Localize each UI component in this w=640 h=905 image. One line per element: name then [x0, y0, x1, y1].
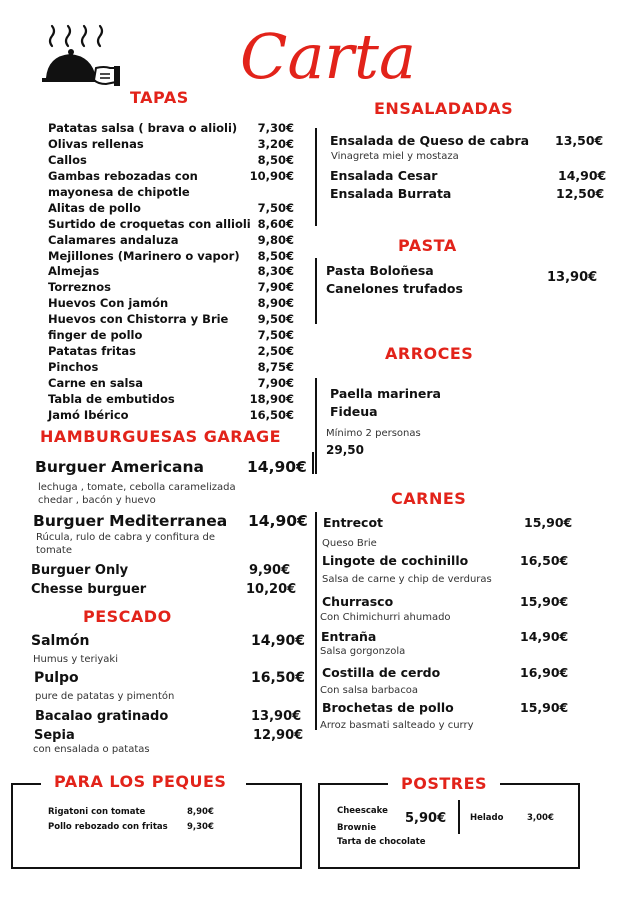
pulpo-desc: pure de patatas y pimentón — [35, 691, 175, 702]
burger-mediterranea-price: 14,90€ — [248, 512, 308, 530]
entrana-price: 14,90€ — [520, 629, 569, 644]
costilla-price: 16,90€ — [520, 665, 569, 680]
tapas-row — [48, 344, 296, 360]
tapas-item-price: 9,80€ — [257, 232, 294, 247]
tapas-row — [48, 376, 296, 392]
bacalao-price: 13,90€ — [251, 709, 302, 724]
ensalada-burrata-name: Ensalada Burrata — [330, 186, 452, 201]
tapas-row — [48, 280, 296, 296]
tapas-item-price: 8,50€ — [257, 248, 294, 263]
postre-brownie: Brownie — [337, 823, 377, 833]
tapas-list — [48, 121, 296, 424]
canelones-trufados: Canelones trufados — [326, 281, 463, 296]
burger-americana-desc: lechuga , tomate, cebolla caramelizada chedar , bacón y huevo — [38, 482, 236, 506]
sepia-name: Sepia — [34, 728, 75, 743]
divider-postres — [458, 800, 460, 834]
ensaladas-heading: ENSALADADAS — [374, 99, 514, 118]
burger-americana-name: Burguer Americana — [35, 458, 204, 476]
lingote-desc: Salsa de carne y chip de verduras — [322, 574, 492, 585]
ensalada-queso-name: Ensalada de Queso de cabra — [330, 133, 530, 148]
lingote-name: Lingote de cochinillo — [322, 553, 469, 568]
peques-item-1-name: Pollo rebozado con fritas — [48, 822, 168, 832]
chesse-burger-name: Chesse burguer — [31, 582, 147, 597]
peques-box-top-right — [246, 783, 300, 785]
burger-mediterranea-name: Burguer Mediterranea — [33, 512, 228, 530]
brochetas-price: 15,90€ — [520, 700, 569, 715]
costilla-desc: Con salsa barbacoa — [320, 685, 419, 696]
tapas-item-price: 7,50€ — [257, 328, 294, 343]
tapas-item-price: 8,60€ — [257, 216, 294, 231]
tapas-item-price: 8,50€ — [257, 152, 294, 167]
burger-mediterranea-desc: Rúcula, rulo de cabra y confitura de tomate — [36, 532, 216, 556]
tapas-row — [48, 217, 296, 233]
chesse-burger-price: 10,20€ — [246, 582, 297, 597]
pulpo-price: 16,50€ — [251, 670, 306, 686]
tapas-item-price: 7,90€ — [257, 280, 294, 295]
tapas-item-price: 7,30€ — [257, 121, 294, 135]
postres-heading: POSTRES — [401, 774, 488, 793]
tapas-row — [48, 264, 296, 280]
tapas-row — [48, 328, 296, 344]
tapas-row — [48, 296, 296, 312]
tapas-item-name: Gambas rebozadas con — [48, 168, 198, 183]
tapas-item-name: Patatas fritas — [48, 344, 136, 359]
tapas-row — [48, 121, 296, 137]
tapas-row — [48, 233, 296, 249]
postre-tarta: Tarta de chocolate — [337, 837, 426, 847]
divider-carnes — [315, 512, 317, 730]
fideua: Fideua — [330, 404, 378, 419]
tapas-row — [48, 153, 296, 169]
tapas-row — [48, 169, 296, 185]
tapas-item-name: Alitas de pollo — [48, 200, 141, 215]
postres-box-top-left — [318, 783, 388, 785]
salmon-name: Salmón — [31, 633, 90, 649]
arroces-note: Mínimo 2 personas — [326, 428, 421, 439]
ensalada-queso-price: 13,50€ — [555, 133, 604, 148]
postres-box-top-right — [500, 783, 578, 785]
svg-text:Carta: Carta — [240, 20, 416, 93]
entrana-name: Entraña — [321, 629, 377, 644]
tapas-item-name: Calamares andaluza — [48, 232, 179, 247]
tapas-row — [48, 360, 296, 376]
tapas-item-name: Pinchos — [48, 360, 99, 375]
tapas-item-price: 18,90€ — [249, 391, 294, 406]
tapas-item-price: 9,50€ — [257, 312, 294, 327]
tapas-item-price: 8,90€ — [257, 296, 294, 311]
peques-item-0-name: Rigatoni con tomate — [48, 807, 146, 817]
arroces-heading: ARROCES — [385, 344, 474, 363]
peques-box-top-left — [11, 783, 41, 785]
salmon-desc: Humus y teriyaki — [33, 654, 118, 665]
tapas-item-name: Mejillones (Marinero o vapor) — [48, 248, 240, 263]
paella-marinera: Paella marinera — [330, 386, 441, 401]
tapas-item-price: 10,90€ — [249, 168, 294, 183]
entrecot-price: 15,90€ — [524, 515, 573, 530]
tapas-item-name: mayonesa de chipotle — [48, 184, 190, 199]
peques-item-0-price: 8,90€ — [187, 807, 214, 817]
brochetas-name: Brochetas de pollo — [322, 700, 454, 715]
postre-cheescake: Cheescake — [337, 806, 388, 816]
tapas-item-price: 2,50€ — [257, 344, 294, 359]
ensalada-burrata-price: 12,50€ — [556, 186, 605, 201]
salmon-price: 14,90€ — [251, 633, 306, 649]
tapas-item-name: Carne en salsa — [48, 376, 144, 390]
carnes-heading: CARNES — [391, 489, 467, 508]
tapas-row — [48, 249, 296, 265]
tapas-heading: TAPAS — [130, 88, 189, 107]
churrasco-price: 15,90€ — [520, 594, 569, 609]
burger-americana-price: 14,90€ — [247, 458, 307, 476]
tapas-item-name: Olivas rellenas — [48, 136, 144, 151]
pasta-heading: PASTA — [398, 236, 457, 255]
churrasco-name: Churrasco — [322, 594, 394, 609]
title-carta — [240, 0, 416, 100]
tapas-item-name: Callos — [48, 152, 87, 167]
tapas-row — [48, 392, 296, 408]
helado-price: 3,00€ — [527, 813, 554, 823]
tapas-item-price: 7,50€ — [257, 200, 294, 215]
postres-price: 5,90€ — [405, 811, 447, 826]
burger-only-name: Burguer Only — [31, 563, 129, 578]
tapas-item-price: 16,50€ — [249, 407, 294, 422]
divider-pasta — [315, 258, 317, 324]
divider-americana — [312, 452, 314, 474]
churrasco-desc: Con Chimichurri ahumado — [320, 612, 451, 623]
costilla-name: Costilla de cerdo — [322, 665, 441, 680]
pasta-bolonesa: Pasta Boloñesa — [326, 263, 434, 278]
entrana-desc: Salsa gorgonzola — [320, 646, 406, 657]
tapas-item-name: Huevos Con jamón — [48, 296, 169, 311]
tapas-row — [48, 137, 296, 153]
entrecot-name: Entrecot — [323, 515, 384, 530]
tapas-row — [48, 185, 296, 201]
sepia-price: 12,90€ — [253, 728, 304, 743]
tapas-item-name: Jamó Ibérico — [48, 407, 129, 422]
tapas-item-name: Tabla de embutidos — [48, 391, 175, 406]
brochetas-desc: Arroz basmati salteado y curry — [320, 720, 474, 731]
divider-arroces — [315, 378, 317, 474]
tapas-item-name: finger de pollo — [48, 328, 143, 343]
tapas-row — [48, 201, 296, 217]
tapas-row — [48, 312, 296, 328]
tapas-row — [48, 408, 296, 424]
pasta-price: 13,90€ — [547, 270, 598, 285]
sepia-desc: con ensalada o patatas — [33, 744, 150, 755]
pescado-heading: PESCADO — [83, 607, 172, 626]
tapas-item-name: Torreznos — [48, 280, 111, 295]
divider-ensaladas — [315, 128, 317, 226]
helado-name: Helado — [470, 813, 504, 823]
lingote-price: 16,50€ — [520, 553, 569, 568]
peques-heading: PARA LOS PEQUES — [54, 772, 227, 791]
tapas-item-name: Patatas salsa ( brava o alioli) — [48, 121, 238, 135]
hamburguesas-heading: HAMBURGUESAS GARAGE — [40, 427, 282, 446]
tapas-item-name: Huevos con Chistorra y Brie — [48, 312, 229, 327]
burger-only-price: 9,90€ — [249, 563, 291, 578]
arroces-price: 29,50 — [326, 443, 364, 457]
ensalada-queso-desc: Vinagreta miel y mostaza — [331, 151, 459, 162]
entrecot-desc: Queso Brie — [322, 538, 377, 549]
bacalao-name: Bacalao gratinado — [35, 709, 169, 724]
ensalada-cesar-price: 14,90€ — [558, 168, 607, 183]
tapas-item-price: 3,20€ — [257, 136, 294, 151]
peques-item-1-price: 9,30€ — [187, 822, 214, 832]
pulpo-name: Pulpo — [34, 670, 79, 686]
ensalada-cesar-name: Ensalada Cesar — [330, 168, 438, 183]
tapas-item-name: Almejas — [48, 264, 100, 279]
tapas-item-price: 7,90€ — [257, 376, 294, 390]
tapas-item-price: 8,30€ — [257, 264, 294, 279]
cloche-hand-icon — [38, 16, 122, 96]
tapas-item-price: 8,75€ — [257, 360, 294, 375]
tapas-item-name: Surtido de croquetas con allioli — [48, 216, 251, 231]
